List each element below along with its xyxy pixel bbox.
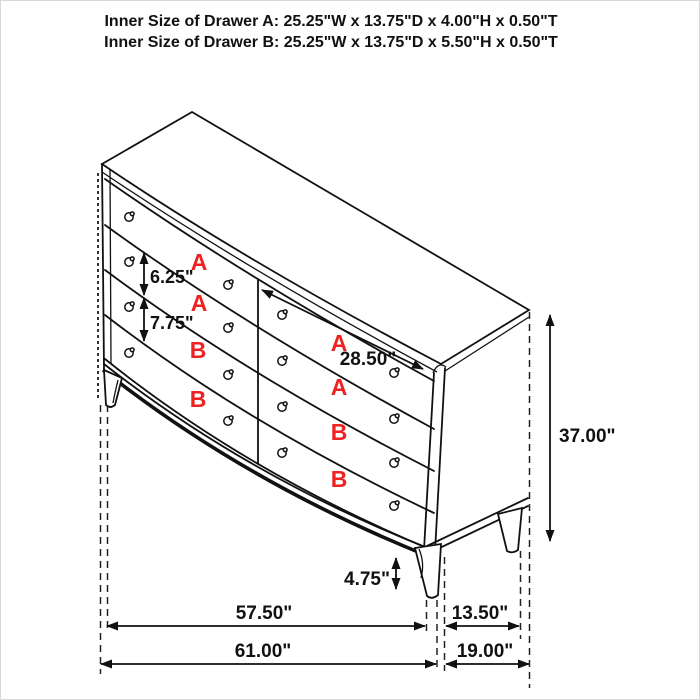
drawer-knob: [390, 458, 399, 467]
overall-width-value: 61.00": [234, 641, 292, 662]
dimension-case-side-depth: [446, 603, 519, 626]
base-molding-top: [104, 364, 430, 549]
dresser-legs: [104, 370, 522, 598]
dimension-overall-depth: [446, 641, 529, 664]
drawer-b-height-value: 7.75": [150, 313, 194, 333]
dresser-outline: [98, 112, 529, 554]
drawer-knob: [278, 402, 287, 411]
dimension-overall-width: [101, 641, 436, 664]
overall-height-value: 37.00": [559, 426, 616, 447]
extension-lines: [101, 312, 530, 688]
drawer-label-left-3: B: [189, 337, 207, 363]
drawer-label-left-1: A: [190, 249, 208, 275]
drawer-row-2-3-line: [105, 270, 434, 471]
drawer-knob: [125, 212, 134, 221]
drawer-knob: [390, 501, 399, 510]
drawer-knob: [390, 414, 399, 423]
dimension-drawer-a-height: [144, 253, 194, 295]
case-front-width-value: 57.50": [235, 603, 293, 624]
dimension-case-front-width: [107, 603, 425, 626]
side-face-front-edge: [435, 368, 445, 552]
left-front-edge: [102, 164, 104, 369]
drawer-knob: [125, 257, 134, 266]
drawer-label-right-4: B: [330, 466, 348, 492]
leg-height-value: 4.75": [344, 569, 390, 590]
drawer-knob: [278, 356, 287, 365]
left-stile-inner-edge: [110, 170, 111, 363]
corner-post-left-edge: [424, 373, 434, 550]
drawer-label-left-4: B: [189, 386, 207, 412]
drawer-label-right-3: B: [330, 419, 348, 445]
drawer-label-left-2: A: [190, 290, 208, 316]
drawer-knob: [278, 448, 287, 457]
front-right-leg: [415, 544, 441, 598]
drawer-opening-width-value: 28.50": [339, 349, 397, 370]
drawer-knob: [224, 323, 233, 332]
drawer-knob: [125, 302, 134, 311]
drawer-knob: [278, 310, 287, 319]
drawer-b-inner-size: Inner Size of Drawer B: 25.25"W x 13.75"D x 5.50"H x 0.50"T: [104, 34, 558, 51]
top-board-thickness-side: [445, 317, 529, 371]
drawer-knob: [125, 348, 134, 357]
dresser-dimension-drawing: [1, 1, 699, 699]
dimension-overall-height: [550, 315, 616, 541]
drawer-knob: [224, 370, 233, 379]
drawer-a-inner-size: Inner Size of Drawer A: 25.25"W x 13.75"D x 4.00"H x 0.50"T: [104, 13, 558, 30]
drawer-label-right-1: A: [330, 330, 348, 356]
drawer-label-right-2: A: [330, 374, 348, 400]
overall-depth-value: 19.00": [456, 641, 514, 662]
case-side-depth-value: 13.50": [451, 603, 509, 624]
drawer-a-height-value: 6.25": [150, 267, 194, 287]
drawer-knob: [224, 280, 233, 289]
drawer-row-3-4-line: [105, 315, 434, 513]
back-right-leg: [498, 508, 522, 552]
dimension-leg-height: [344, 558, 396, 590]
drawer-knob: [224, 416, 233, 425]
drawer-area-bottom-line: [105, 359, 432, 550]
